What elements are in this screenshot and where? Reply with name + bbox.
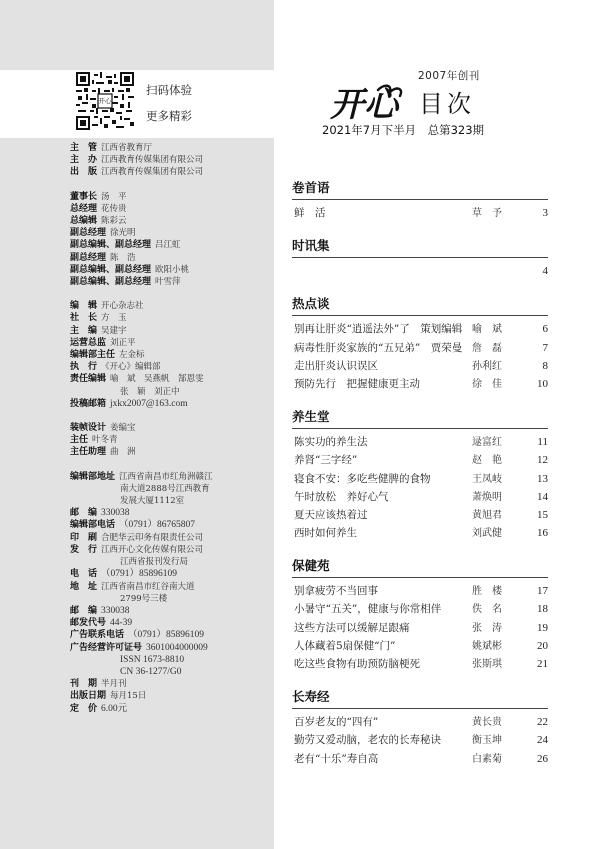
imprint-row xyxy=(70,239,270,251)
imprint-label: 装帧设计 xyxy=(70,423,107,434)
magazine-header xyxy=(320,68,570,138)
entry-author: 赵 艳 xyxy=(472,455,502,467)
imprint-row xyxy=(70,142,270,154)
imprint-value: 叶雪萍 xyxy=(155,277,181,288)
imprint-label: 邮发代号 xyxy=(70,618,107,629)
entry-page: 10 xyxy=(537,377,548,390)
imprint-row xyxy=(70,617,270,629)
entry-page: 21 xyxy=(537,658,548,670)
imprint-row xyxy=(70,666,270,678)
imprint-value: 曲 洲 xyxy=(110,447,136,458)
imprint-label: 社 长 xyxy=(70,313,98,324)
toc-entry[interactable] xyxy=(292,451,548,469)
toc-entry[interactable] xyxy=(292,357,548,375)
imprint-value: 江西省教育厅 xyxy=(101,143,153,153)
imprint-value: 左金标 xyxy=(119,350,145,361)
toc-entry[interactable] xyxy=(292,375,548,393)
imprint-row xyxy=(70,154,270,166)
imprint-group xyxy=(70,300,270,410)
toc-entry[interactable] xyxy=(292,320,548,338)
toc-entry[interactable] xyxy=(292,750,548,768)
section-title: 长寿经 xyxy=(292,687,548,709)
toc-entry[interactable] xyxy=(292,619,548,637)
entry-author: 黄旭君 xyxy=(472,509,502,521)
entry-page: 13 xyxy=(537,472,548,485)
toc-section xyxy=(292,687,548,768)
entry-title: 勤劳又爱动脑，老农的长寿秘诀 xyxy=(294,734,441,747)
entry-title: 西时如何养生 xyxy=(294,527,357,540)
imprint-value: 徐光明 xyxy=(110,228,136,239)
scan-label: 扫码体验 xyxy=(146,83,192,97)
imprint-row xyxy=(70,605,270,617)
imprint-value: ISSN 1673-8810 xyxy=(120,654,185,665)
entry-title: 午时放松 养好心气 xyxy=(294,490,389,503)
entry-title: 病毒性肝炎家族的“五兄弟” 贾荣曼 xyxy=(294,341,463,354)
imprint-label: 地 址 xyxy=(70,581,98,592)
toc-entry[interactable] xyxy=(292,470,548,488)
imprint-label: 编 辑 xyxy=(70,301,98,312)
imprint-label: 总经理 xyxy=(70,203,98,214)
svg-text:开心: 开心 xyxy=(98,97,112,106)
imprint-label: 刊 期 xyxy=(70,679,98,690)
imprint-label: 编辑部电话 xyxy=(70,520,116,531)
entry-page: 4 xyxy=(542,265,548,278)
imprint-row xyxy=(70,337,270,349)
qr-block xyxy=(76,72,276,134)
magazine-logo xyxy=(330,82,416,122)
toc-entry[interactable] xyxy=(292,600,548,618)
imprint-value: （0791）86765807 xyxy=(119,520,196,531)
imprint-value: 44-39 xyxy=(110,618,133,629)
entry-title: 老有“十乐”寿自高 xyxy=(294,752,379,765)
entry-page: 16 xyxy=(537,527,548,540)
imprint-label: 总编辑 xyxy=(70,216,98,227)
entry-page: 6 xyxy=(542,323,548,336)
imprint-value: 欧阳小桃 xyxy=(155,264,190,275)
entry-author: 黄长贵 xyxy=(472,717,502,729)
toc-entry[interactable] xyxy=(292,637,548,655)
entry-page: 15 xyxy=(537,508,548,521)
imprint-row xyxy=(70,507,270,519)
left-panel-top xyxy=(0,0,274,70)
imprint-label: 编辑部地址 xyxy=(70,471,116,482)
imprint-value: 喻 斌 吴燕帆 郜恩雯 xyxy=(110,374,204,385)
toc-section xyxy=(292,407,548,542)
imprint-value: 半月刊 xyxy=(101,679,127,690)
imprint-label: 广告经营许可证号 xyxy=(70,642,143,653)
imprint-value: 发展大厦1112室 xyxy=(120,496,185,507)
imprint-row xyxy=(70,483,270,495)
imprint-group xyxy=(70,471,270,715)
entry-title: 走出肝炎认识误区 xyxy=(294,359,378,372)
imprint-value: 吕江虹 xyxy=(155,240,181,251)
imprint-row xyxy=(70,678,270,690)
imprint-row xyxy=(70,446,270,458)
entry-author: 徐 佳 xyxy=(472,378,502,390)
entry-title: 鲜 活 xyxy=(294,207,326,219)
imprint-row xyxy=(70,581,270,593)
imprint-label: 印 刷 xyxy=(70,532,98,543)
imprint-label: 副总编辑、副总经理 xyxy=(70,277,152,288)
imprint-row xyxy=(70,532,270,544)
imprint-row xyxy=(70,471,270,483)
entry-author: 孙利红 xyxy=(472,360,502,372)
imprint-row xyxy=(70,398,270,410)
section-title: 保健苑 xyxy=(292,556,548,578)
imprint-label: 编辑部主任 xyxy=(70,350,116,361)
entry-page: 26 xyxy=(537,752,548,765)
imprint-value: 330038 xyxy=(101,605,130,616)
entry-author: 草 予 xyxy=(472,208,502,219)
entry-author: 詹 磊 xyxy=(472,342,502,354)
imprint-label: 副总经理 xyxy=(70,252,107,263)
section-title: 时讯集 xyxy=(292,236,548,258)
imprint-value: 江西省报刊发行局 xyxy=(120,557,189,568)
imprint-value: 汤 平 xyxy=(101,191,127,202)
toc-entry[interactable] xyxy=(292,204,548,222)
entry-title: 别拿疲劳不当回事 xyxy=(294,585,378,598)
entry-author: 喻 斌 xyxy=(472,324,502,336)
table-of-contents xyxy=(292,178,548,782)
imprint-row xyxy=(70,434,270,446)
imprint-label: 执 行 xyxy=(70,362,98,373)
entry-page: 7 xyxy=(542,341,548,354)
imprint-value: 330038 xyxy=(101,508,130,519)
entry-title: 陈实功的养生法 xyxy=(294,436,368,449)
entry-author: 白素菊 xyxy=(472,753,502,765)
imprint-label: 副总编辑、副总经理 xyxy=(70,264,152,275)
entry-title: 寝食不安：多吃些健脾的食物 xyxy=(294,472,431,485)
imprint-value: CN 36-1277/G0 xyxy=(120,666,182,677)
entry-page: 12 xyxy=(537,454,548,467)
entry-page: 22 xyxy=(537,716,548,729)
toc-entry[interactable] xyxy=(292,713,548,731)
imprint-label: 主 编 xyxy=(70,325,98,336)
issue-line: 2021年7月下半月 总第323期 xyxy=(322,123,485,137)
imprint-row xyxy=(70,373,270,385)
imprint-group xyxy=(70,422,270,459)
entry-title: 养肾“三字经” xyxy=(294,454,358,467)
toc-entry[interactable] xyxy=(292,262,548,280)
imprint-value: 每月15日 xyxy=(110,691,147,702)
imprint-value: （0791）85896109 xyxy=(128,630,205,641)
logo-text: 开心 xyxy=(330,85,398,122)
imprint-label: 运营总监 xyxy=(70,337,107,348)
imprint-value: 陈 浩 xyxy=(110,252,136,263)
imprint-label: 邮 编 xyxy=(70,508,98,519)
entry-title: 小暑守“五关”，健康与你常相伴 xyxy=(294,603,442,616)
toc-entry[interactable] xyxy=(292,488,548,506)
imprint-row xyxy=(70,300,270,312)
entry-author: 刘武健 xyxy=(472,528,502,540)
imprint-row xyxy=(70,191,270,203)
imprint-row xyxy=(70,495,270,507)
entry-author: 张斯琪 xyxy=(472,659,502,670)
imprint-row xyxy=(70,166,270,178)
imprint-row xyxy=(70,203,270,215)
imprint-row xyxy=(70,325,270,337)
imprint-row xyxy=(70,312,270,324)
entry-page: 14 xyxy=(537,490,548,503)
imprint-row xyxy=(70,544,270,556)
entry-page: 11 xyxy=(537,436,548,449)
imprint-label: 责任编辑 xyxy=(70,374,107,385)
imprint-row xyxy=(70,276,270,288)
entry-page: 3 xyxy=(542,207,548,219)
imprint-group xyxy=(70,191,270,289)
entry-title: 这些方法可以缓解足跟痛 xyxy=(294,621,410,634)
imprint-value: 花传贵 xyxy=(101,203,127,214)
toc-entry[interactable] xyxy=(292,731,548,749)
section-title: 卷首语 xyxy=(292,178,548,200)
entry-author: 王凤岐 xyxy=(472,473,502,485)
imprint-row xyxy=(70,361,270,373)
imprint-value: 叶冬青 xyxy=(92,435,118,446)
imprint-value: 南大道2888号江西教育 xyxy=(120,483,210,494)
imprint-label: 主 管 xyxy=(70,143,98,153)
entry-author: 萧焕明 xyxy=(472,491,502,503)
imprint-row xyxy=(70,703,270,715)
entry-title: 别再让肝炎“逍遥法外”了 策划编辑 xyxy=(294,323,463,336)
imprint-row xyxy=(70,593,270,605)
imprint-value: 方 玉 xyxy=(101,313,127,324)
entry-page: 18 xyxy=(537,603,548,616)
imprint-value: 吴建宇 xyxy=(101,325,127,336)
imprint-row xyxy=(70,252,270,264)
imprint-value: 刘正平 xyxy=(110,337,136,348)
imprint-value[interactable]: jxkx2007@163.com xyxy=(110,398,188,409)
toc-section xyxy=(292,236,548,280)
imprint-label: 出版日期 xyxy=(70,691,107,702)
entry-author: 胜 楼 xyxy=(472,586,502,598)
toc-entry[interactable] xyxy=(292,582,548,600)
imprint-label: 定 价 xyxy=(70,703,98,714)
entry-author: 衡玉坤 xyxy=(472,735,502,747)
imprint-value: 江西教育传媒集团有限公司 xyxy=(101,167,204,178)
toc-entry[interactable] xyxy=(292,524,548,542)
founded-label: 2007年创刊 xyxy=(418,70,480,82)
imprint-label: 广告联系电话 xyxy=(70,630,125,641)
imprint-value: 江西开心文化传媒有限公司 xyxy=(101,544,204,555)
entry-title: 吃这些食物有助预防脑梗死 xyxy=(294,658,420,670)
imprint-label: 主任 xyxy=(70,435,89,446)
section-title: 养生堂 xyxy=(292,407,548,429)
imprint-value: 6.00元 xyxy=(101,703,128,714)
imprint xyxy=(70,142,270,727)
imprint-row xyxy=(70,556,270,568)
imprint-label: 主任助理 xyxy=(70,447,107,458)
entry-page: 20 xyxy=(537,639,548,652)
entry-page: 24 xyxy=(537,734,548,747)
entry-title: 预防先行 把握健康更主动 xyxy=(294,377,420,390)
entry-page: 19 xyxy=(537,621,548,634)
imprint-row xyxy=(70,264,270,276)
imprint-label: 副总编辑、副总经理 xyxy=(70,240,152,251)
contents-title: 目次 xyxy=(419,90,475,118)
imprint-row xyxy=(70,386,270,398)
imprint-value: 开心杂志社 xyxy=(101,301,144,312)
imprint-row xyxy=(70,642,270,654)
imprint-value: 3601004000009 xyxy=(146,642,208,653)
entry-page: 17 xyxy=(537,585,548,598)
imprint-value: 陈彩云 xyxy=(101,216,127,227)
imprint-label: 主 办 xyxy=(70,155,98,166)
imprint-row xyxy=(70,519,270,531)
entry-author: 佚 名 xyxy=(472,604,502,616)
imprint-label: 出 版 xyxy=(70,167,98,178)
imprint-group xyxy=(70,142,270,179)
imprint-value: 江西教育传媒集团有限公司 xyxy=(101,155,204,166)
imprint-row xyxy=(70,629,270,641)
toc-section xyxy=(292,294,548,393)
imprint-value: （0791）85896109 xyxy=(101,569,178,580)
imprint-row xyxy=(70,568,270,580)
imprint-label: 投稿邮箱 xyxy=(70,398,107,409)
imprint-label: 副总经理 xyxy=(70,228,107,239)
entry-title: 百岁老友的“四有” xyxy=(294,716,379,729)
entry-title: 人体藏着5扇保健“门” xyxy=(294,639,396,652)
toc-entry[interactable] xyxy=(292,433,548,451)
toc-section xyxy=(292,556,548,673)
entry-author: 逯富红 xyxy=(472,437,502,449)
toc-entry[interactable] xyxy=(292,655,548,673)
entry-page: 8 xyxy=(542,359,548,372)
entry-title: 夏天应该热着过 xyxy=(294,508,368,521)
imprint-row xyxy=(70,349,270,361)
entry-author: 姚斌彬 xyxy=(472,640,502,652)
imprint-label: 发 行 xyxy=(70,544,98,555)
qr-code-icon[interactable] xyxy=(76,72,134,130)
imprint-label: 邮 编 xyxy=(70,605,98,616)
imprint-row xyxy=(70,654,270,666)
toc-entry[interactable] xyxy=(292,339,548,357)
imprint-row xyxy=(70,690,270,702)
imprint-row xyxy=(70,227,270,239)
imprint-row xyxy=(70,215,270,227)
imprint-value: 《开心》编辑部 xyxy=(101,362,161,373)
imprint-value: 江西省南昌市红角洲赣江 xyxy=(119,471,213,482)
imprint-value: 江西省南昌市红谷南大道 xyxy=(101,581,195,592)
imprint-row xyxy=(70,422,270,434)
toc-section xyxy=(292,178,548,222)
more-label: 更多精彩 xyxy=(146,109,192,123)
imprint-label: 董事长 xyxy=(70,191,98,202)
section-title: 热点谈 xyxy=(292,294,548,316)
imprint-value: 合肥华云印务有限责任公司 xyxy=(101,532,204,543)
entry-author: 张 涛 xyxy=(472,622,502,634)
imprint-value: 姜编宝 xyxy=(110,423,136,434)
imprint-value: 2799号三楼 xyxy=(120,593,168,604)
imprint-label: 电 话 xyxy=(70,569,98,580)
toc-entry[interactable] xyxy=(292,506,548,524)
imprint-value: 张 颖 刘正中 xyxy=(120,386,180,397)
